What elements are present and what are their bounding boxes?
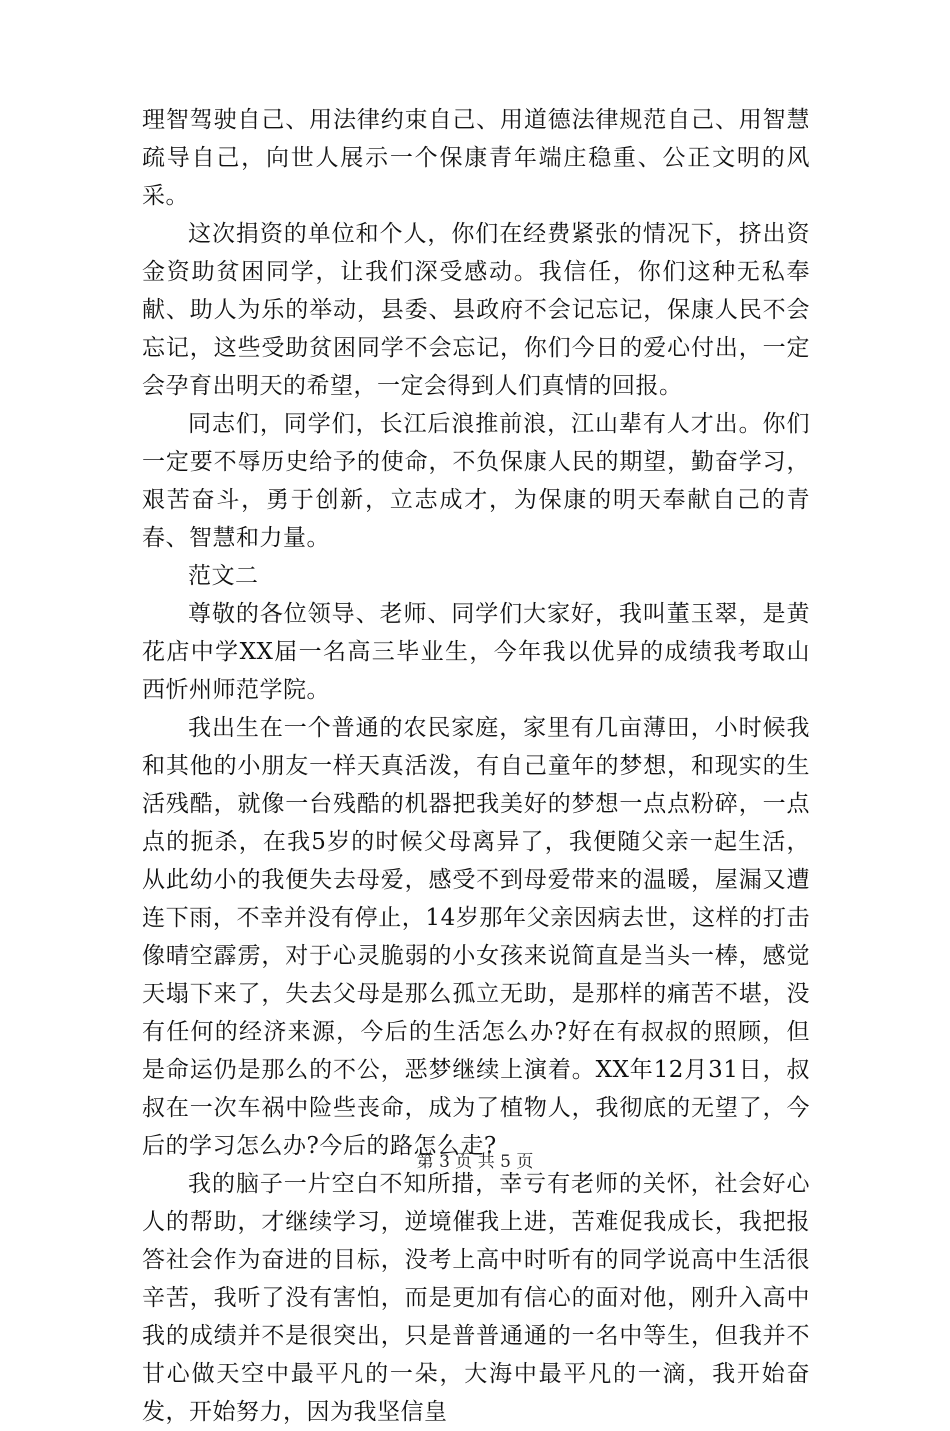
paragraph: 这次捐资的单位和个人，你们在经费紧张的情况下，挤出资金资助贫困同学，让我们深受感动。我信任，你们这种无私奉献、助人为乐的举动，县委、县政府不会记忘记，保康人民不会忘记，这些受助贫困同学不会忘记，你们今日的爱心付出，一定会孕育出明天的希望，一定会得到人们真情的回报。 — [142, 221, 810, 399]
document-body — [142, 101, 810, 1431]
paragraph: 我出生在一个普通的农民家庭，家里有几亩薄田，小时候我和其他的小朋友一样天真活泼，有自己童年的梦想，和现实的生活残酷，就像一台残酷的机器把我美好的梦想一点点粉碎，一点点的扼杀，在我5岁的时候父母离异了，我便随父亲一起生活，从此幼小的我便失去母爱，感受不到母爱带来的温暖，屋漏又遭连下雨，不幸并没有停止，14岁那年父亲因病去世，这样的打击像晴空霹雳，对于心灵脆弱的小女孩来说简直是当头一棒，感觉天塌下来了，失去父母是那么孤立无助，是那样的痛苦不堪，没有任何的经济来源，今后的生活怎么办?好在有叔叔的照顾，但是命运仍是那么的不公，恶梦继续上演着。XX年12月31日，叔叔在一次车祸中险些丧命，成为了植物人，我彻底的无望了，今后的学习怎么办?今后的路怎么走? — [142, 715, 810, 1159]
paragraph: 理智驾驶自己、用法律约束自己、用道德法律规范自己、用智慧疏导自己，向世人展示一个保康青年端庄稳重、公正文明的风采。 — [142, 107, 810, 209]
paragraph: 同志们，同学们，长江后浪推前浪，江山辈有人才出。你们一定要不辱历史给予的使命，不负保康人民的期望，勤奋学习，艰苦奋斗，勇于创新，立志成才，为保康的明天奉献自己的青春、智慧和力量。 — [142, 411, 810, 551]
paragraph: 尊敬的各位领导、老师、同学们大家好，我叫董玉翠，是黄花店中学XX届一名高三毕业生，今年我以优异的成绩我考取山西忻州师范学院。 — [142, 601, 810, 703]
paragraph: 我的脑子一片空白不知所措，幸亏有老师的关怀，社会好心人的帮助，才继续学习，逆境催我上进，苦难促我成长，我把报答社会作为奋进的目标，没考上高中时听有的同学说高中生活很辛苦，我听了没有害怕，而是更加有信心的面对他，刚升入高中我的成绩并不是很突出，只是普普通通的一名中等生，但我并不甘心做天空中最平凡的一朵，大海中最平凡的一滴，我开始奋发，开始努力，因为我坚信皇 — [142, 1171, 810, 1425]
section-heading: 范文二 — [188, 563, 259, 589]
page-number-footer: 第 3 页 共 5 页 — [416, 1152, 534, 1172]
